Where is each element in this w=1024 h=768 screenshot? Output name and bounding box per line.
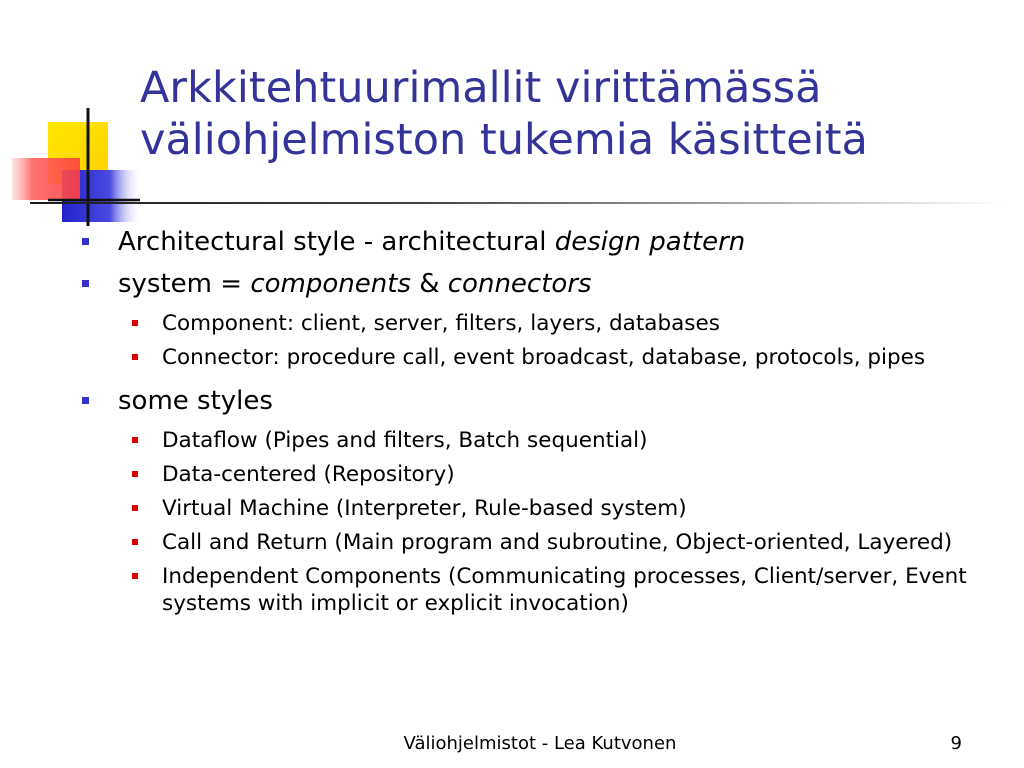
sub-bullet-text: Independent Components (Communicating processes, Client/server, Event systems with implicit or explicit invocation) [162,564,967,616]
bullet-text: Architectural style - architectural [118,227,555,257]
sub-bullet-text: Call and Return (Main program and subroutine, Object-oriented, Layered) [162,530,953,555]
red-square-bullet-icon [132,471,138,477]
title-divider [30,202,1005,204]
sub-bullet-dataflow [162,427,984,454]
slide-title [140,62,1010,166]
bullet-system [118,268,1024,300]
red-square-bullet-icon [132,505,138,511]
sub-bullet-independent-components [162,563,984,617]
slide-title-line-1: Arkkitehtuurimallit virittämässä [140,63,822,113]
bullet-text: some styles [118,386,273,416]
sub-bullet-text: Component: client, server, filters, layers, databases [162,311,720,336]
bullet-emphasis-connectors: connectors [447,269,592,299]
slide-title-line-2: väliohjelmiston tukemia käsitteitä [140,115,868,165]
sub-bullet-virtual-machine [162,495,984,522]
square-bullet-icon [82,238,89,245]
bullet-emphasis-components: components [250,269,411,299]
red-square-bullet-icon [132,539,138,545]
red-square-bullet-icon [132,354,138,360]
footer-author: Väliohjelmistot - Lea Kutvonen [403,733,677,754]
sub-bullet-text: Data-centered (Repository) [162,462,455,487]
sub-bullet-text: Connector: procedure call, event broadcast, database, protocols, pipes [162,345,926,370]
slide-body [0,226,1024,624]
sub-bullet-component [162,310,984,337]
sub-bullet-text: Dataflow (Pipes and filters, Batch sequential) [162,428,648,453]
sub-bullet-call-and-return [162,529,984,556]
corner-decoration [0,0,150,235]
bullet-text: system = [118,269,251,299]
red-square-bullet-icon [132,320,138,326]
sub-bullet-connector [162,344,984,371]
page-number: 9 [950,733,962,754]
bullet-some-styles [118,385,1024,417]
deco-red-square [12,158,80,200]
square-bullet-icon [82,397,89,404]
bullet-text-ampersand: & [410,269,448,299]
bullet-emphasis: design pattern [554,227,746,257]
square-bullet-icon [82,280,89,287]
bullet-architectural-style [118,226,1024,258]
sub-bullet-data-centered [162,461,984,488]
sub-bullet-text: Virtual Machine (Interpreter, Rule-based system) [162,496,687,521]
red-square-bullet-icon [132,437,138,443]
red-square-bullet-icon [132,573,138,579]
